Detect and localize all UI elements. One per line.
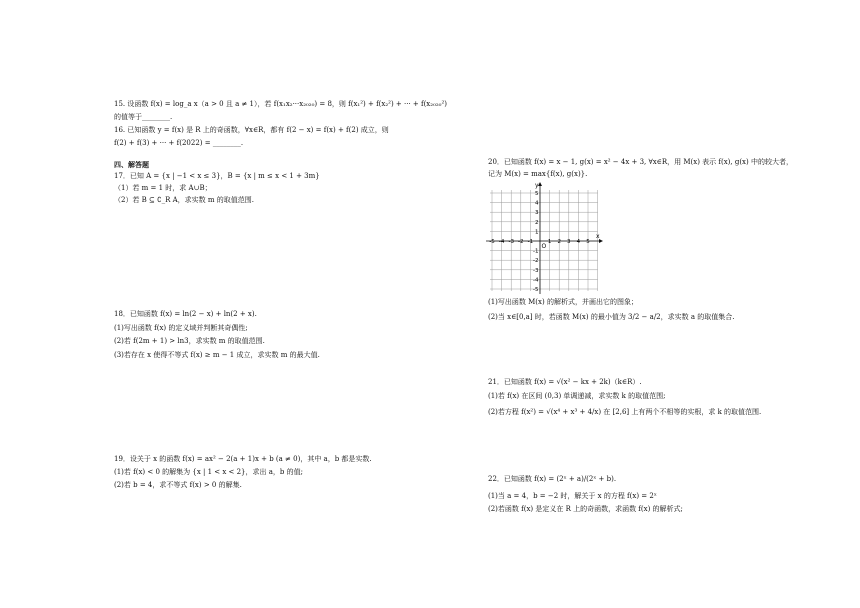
q17-line2: （1）若 m = 1 时，求 A∪B； [114, 184, 212, 192]
y-tick-label: -2 [533, 258, 539, 265]
y-tick-label: -5 [533, 287, 539, 293]
x-tick-label: -1 [527, 239, 534, 245]
q20-line3: (1)写出函数 M(x) 的解析式，并画出它的图象； [488, 298, 638, 306]
q15-line2: 的值等于________. [114, 113, 173, 121]
y-tick-label: -4 [533, 277, 539, 284]
q15-line1: 15. 设函数 f(x) = log_a x（a > 0 且 a ≠ 1），若 f(x₁x₂···x₂₀₂₀) = 8，则 f(x₁²) + f(x₂²) + ··· + f(x₂₀₂₀²) [114, 100, 448, 108]
q21-line2: (1)若 f(x) 在区间 (0,3) 单调递减，求实数 k 的取值范围; [488, 392, 666, 400]
q18-line3: (2)若 f(2m + 1) > ln3，求实数 m 的取值范围. [114, 337, 265, 345]
q20-line2: 记为 M(x) = max{f(x), g(x)}. [488, 170, 588, 178]
q22-line2: (1)当 a = 4，b = −2 时，解关于 x 的方程 f(x) = 2ˣ [488, 492, 657, 500]
q21-line1: 21．已知函数 f(x) = √(x² − kx + 2k)（k∈R）. [488, 378, 642, 386]
x-tick-label: 1 [547, 239, 552, 245]
x-tick-label: -3 [508, 239, 514, 245]
x-tick-label: 4 [576, 239, 581, 245]
y-tick-label: 2 [535, 219, 539, 226]
q18-line4: (3)若存在 x 使得不等式 f(x) ≥ m − 1 成立，求实数 m 的最大值. [114, 351, 320, 359]
q20-line1: 20．已知函数 f(x) = x − 1, g(x) = x² − 4x + 3, ∀x∈R，用 M(x) 表示 f(x), g(x) 中的较大者， [488, 158, 793, 166]
coordinate-grid [486, 182, 604, 294]
y-tick-label: -3 [533, 267, 539, 274]
q19-line2: (1)若 f(x) < 0 的解集为 {x | 1 < x < 2}，求出 a，b 的值; [114, 468, 303, 476]
q19-line3: (2)若 b = 4，求不等式 f(x) > 0 的解集. [114, 481, 242, 489]
y-tick-label: 5 [535, 191, 539, 197]
y-axis-arrow-icon [538, 182, 542, 186]
axes [486, 182, 603, 294]
x-tick-label: -5 [489, 239, 495, 245]
section-heading: 四、解答题 [114, 160, 149, 169]
x-tick-label: -4 [498, 239, 505, 245]
y-tick-label: 1 [535, 229, 539, 236]
q18-line2: (1)写出函数 f(x) 的定义域并判断其奇偶性; [114, 324, 248, 332]
x-axis-arrow-icon [599, 239, 603, 243]
x-tick-label: 5 [586, 239, 590, 245]
x-tick-label: 3 [567, 239, 571, 245]
x-tick-label: -2 [518, 239, 524, 245]
q20-line4: (2)当 x∈[0,a] 时，若函数 M(x) 的最小值为 3/2 − a/2，求实数 a 的取值集合. [488, 313, 735, 321]
q22-line3: (2)若函数 f(x) 是定义在 R 上的奇函数，求函数 f(x) 的解析式; [488, 505, 683, 513]
y-tick-label: 4 [535, 200, 539, 207]
q17-line1: 17．已知 A = {x | −1 < x ≤ 3}，B = {x | m ≤ x < 1 + 3m} [114, 172, 320, 180]
q17-line3: （2）若 B ⊆ ∁_R A，求实数 m 的取值范围. [114, 196, 254, 204]
q21-line3: (2)若方程 f(x²) = √(x⁴ + x³ + 4/x) 在 [2,6] 上有两个不相等的实根，求 k 的取值范围. [488, 408, 762, 416]
q18-line1: 18．已知函数 f(x) = ln(2 − x) + ln(2 + x). [114, 310, 257, 318]
x-tick-label: 2 [557, 239, 561, 245]
q16-line2: f(2) + f(3) + ··· + f(2022) = ________. [114, 139, 244, 147]
x-axis-label: x [596, 233, 600, 240]
coordinate-grid-svg [486, 182, 604, 294]
q19-line1: 19．设关于 x 的函数 f(x) = ax² − 2(a + 1)x + b (a ≠ 0)，其中 a，b 都是实数. [114, 455, 372, 463]
y-tick-label: -1 [533, 248, 539, 255]
q16-line1: 16. 已知函数 y = f(x) 是 R 上的奇函数，∀x∈R，都有 f(2 − x) = f(x) + f(2) 成立，则 [114, 126, 389, 134]
y-tick-label: 3 [535, 210, 539, 217]
grid-lines [490, 190, 598, 291]
origin-label: O [541, 243, 547, 250]
q22-line1: 22．已知函数 f(x) = (2ˣ + a)/(2ˣ + b). [488, 475, 617, 483]
y-axis-label: y [535, 182, 539, 189]
